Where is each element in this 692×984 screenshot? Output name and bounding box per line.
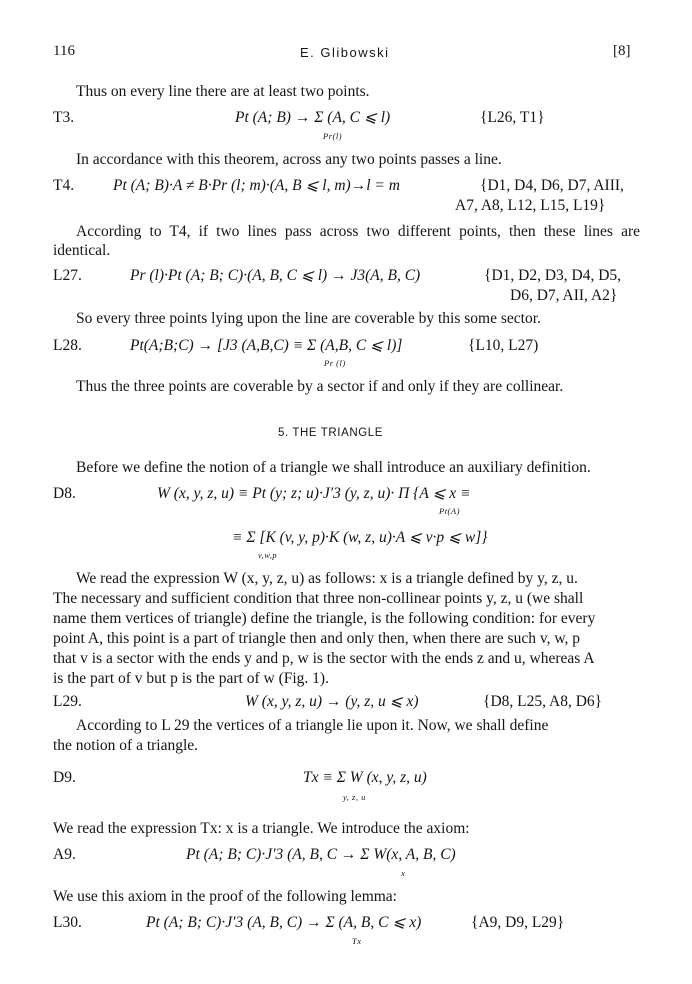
text-line: We read the expression Tx: x is a triangle. We introduce the axiom: [53, 820, 470, 837]
lemma-formula: Pt (A; B; C)·J′3 (A, B, C) → Σ (A, B, C ⩽ x) [146, 914, 422, 931]
formula-subscript: x [401, 868, 406, 878]
theorem-reference: {L26, T1} [480, 109, 545, 126]
lemma-formula: W (x, y, z, u) → (y, z, u ⩽ x) [245, 693, 419, 710]
text-line: Thus the three points are coverable by a sector if and only if they are collinear. [76, 378, 564, 395]
text-line: Before we define the notion of a triangle we shall introduce an auxiliary definition. [76, 459, 591, 476]
paragraph-line: We read the expression W (x, y, z, u) as follows: x is a triangle defined by y, z, u. [76, 570, 578, 587]
theorem-formula: Pt (A; B)·A ≠ B·Pr (l; m)·(A, B ⩽ l, m)→l = m [113, 177, 400, 194]
lemma-reference: D6, D7, AII, A2} [510, 287, 618, 304]
lemma-label: L30. [53, 914, 82, 931]
definition-label: D8. [53, 485, 76, 502]
section-ref: [8] [613, 43, 631, 59]
lemma-label: L28. [53, 337, 82, 354]
paragraph-line: identical. [53, 242, 111, 259]
section-title: 5. THE TRIANGLE [278, 427, 384, 439]
definition-formula: Tx ≡ Σ W (x, y, z, u) [303, 769, 427, 786]
formula-subscript: y, z, u [343, 792, 366, 802]
paragraph-line: point A, this point is a part of triangle then and only then, when there are such v, w, p [53, 630, 581, 647]
paragraph-line: the notion of a triangle. [53, 737, 199, 754]
text-line: In accordance with this theorem, across any two points passes a line. [76, 151, 502, 168]
lemma-reference: {D1, D2, D3, D4, D5, [484, 267, 622, 284]
definition-formula: ≡ Σ [K (v, y, p)·K (w, z, u)·A ⩽ v·p ⩽ w]} [232, 529, 488, 546]
paragraph-line: The necessary and sufficient condition that three non-collinear points y, z, u (we shall [53, 590, 584, 607]
definition-formula: W (x, y, z, u) ≡ Pt (y; z; u)·J′3 (y, z, u)· Π {A ⩽ x ≡ [157, 485, 471, 502]
lemma-reference: {D8, L25, A8, D6} [483, 693, 603, 710]
lemma-formula: Pt(A;B;C) → [J3 (A,B,C) ≡ Σ (A,B, C ⩽ l)] [130, 337, 403, 354]
theorem-label: T3. [53, 109, 75, 126]
theorem-reference: {D1, D4, D6, D7, AIII, [480, 177, 624, 194]
theorem-label: T4. [53, 177, 75, 194]
definition-label: D9. [53, 769, 76, 786]
formula-subscript: Tx [352, 936, 362, 946]
lemma-reference: {L10, L27) [468, 337, 539, 354]
lemma-label: L29. [53, 693, 82, 710]
page-number: 116 [53, 43, 75, 59]
text-line: Thus on every line there are at least two points. [76, 83, 370, 100]
text-line: So every three points lying upon the line are coverable by this some sector. [76, 310, 541, 327]
text-line: We use this axiom in the proof of the following lemma: [53, 888, 397, 905]
lemma-formula: Pr (l)·Pt (A; B; C)·(A, B, C ⩽ l) → J3(A, B, C) [130, 267, 421, 284]
formula-subscript: Pt(A) [439, 506, 460, 516]
lemma-reference: {A9, D9, L29} [471, 914, 565, 931]
paragraph-line: According to T4, if two lines pass across two different points, then these lines are [76, 223, 640, 240]
paragraph-line: According to L 29 the vertices of a triangle lie upon it. Now, we shall define [76, 717, 549, 734]
paragraph-line: that v is a sector with the ends y and p, w is the sector with the ends z and u, whereas A [53, 650, 595, 667]
paragraph-line: name them vertices of triangle) define the triangle, is the following condition: for every [53, 610, 596, 627]
lemma-label: L27. [53, 267, 82, 284]
running-title: E. Glibowski [300, 45, 390, 60]
axiom-label: A9. [53, 846, 76, 863]
formula-subscript: Pr(l) [323, 131, 343, 141]
axiom-formula: Pt (A; B; C)·J′3 (A, B, C → Σ W(x, A, B, C) [186, 846, 456, 863]
formula-subscript: Pr (l) [324, 358, 346, 368]
theorem-reference: A7, A8, L12, L15, L19} [455, 197, 606, 214]
formula-subscript: v,w,p [258, 550, 278, 560]
paragraph-line: is the part of v but p is the part of w (Fig. 1). [53, 670, 329, 687]
theorem-formula: Pt (A; B) → Σ (A, C ⩽ l) [235, 109, 391, 126]
